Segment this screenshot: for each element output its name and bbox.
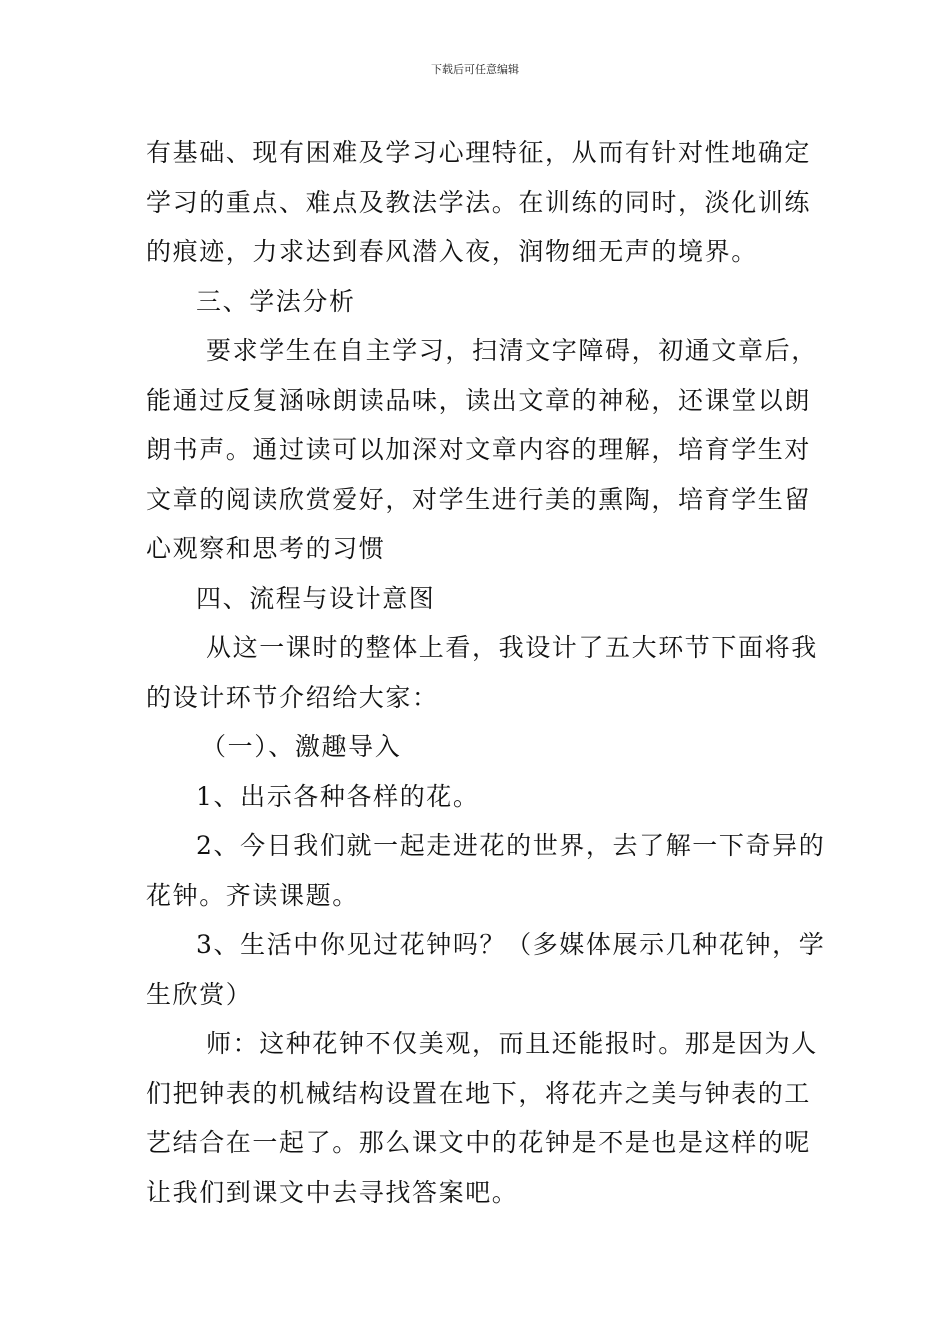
numbered-item: 3、生活中你见过花钟吗？（多媒体展示几种花钟，学 [196,930,826,959]
page-header: 下载后可任意编辑 [431,63,519,76]
teacher-line: 师：这种花钟不仅美观，而且还能报时。那是因为人 [206,1029,818,1058]
body-line: 从这一课时的整体上看，我设计了五大环节下面将我 [206,633,818,662]
section-heading: 三、学法分析 [196,286,356,316]
body-line: 的痕迹，力求达到春风潜入夜，润物细无声的境界。 [146,237,758,266]
section-heading: 四、流程与设计意图 [196,583,436,613]
body-line: 生欣赏） [146,979,253,1009]
body-line: 心观察和思考的习惯 [146,534,386,563]
subsection-heading: （一）、激趣导入 [201,732,402,761]
body-line: 文章的阅读欣赏爱好，对学生进行美的熏陶，培育学生留 [146,484,812,514]
body-line: 的设计环节介绍给大家： [146,682,439,712]
numbered-item: 2、今日我们就一起走进花的世界，去了解一下奇异的 [196,831,826,860]
body-line: 让我们到课文中去寻找答案吧。 [146,1177,519,1207]
body-line: 学习的重点、难点及教法学法。在训练的同时，淡化训练 [146,187,812,217]
body-line: 朗书声。通过读可以加深对文章内容的理解，培育学生对 [146,435,812,464]
body-line: 有基础、现有困难及学习心理特征，从而有针对性地确定 [146,138,812,167]
numbered-item: 1、出示各种各样的花。 [196,781,480,811]
body-line: 能通过反复涵咏朗读品味，读出文章的神秘，还课堂以朗 [146,385,812,415]
body-line: 花钟。齐读课题。 [146,880,359,910]
body-line: 艺结合在一起了。那么课文中的花钟是不是也是这样的呢 [146,1128,812,1157]
document-body [146,128,826,1217]
body-line: 要求学生在自主学习，扫清文字障碍，初通文章后， [206,336,818,365]
body-line: 们把钟表的机械结构设置在地下，将花卉之美与钟表的工 [146,1078,812,1108]
